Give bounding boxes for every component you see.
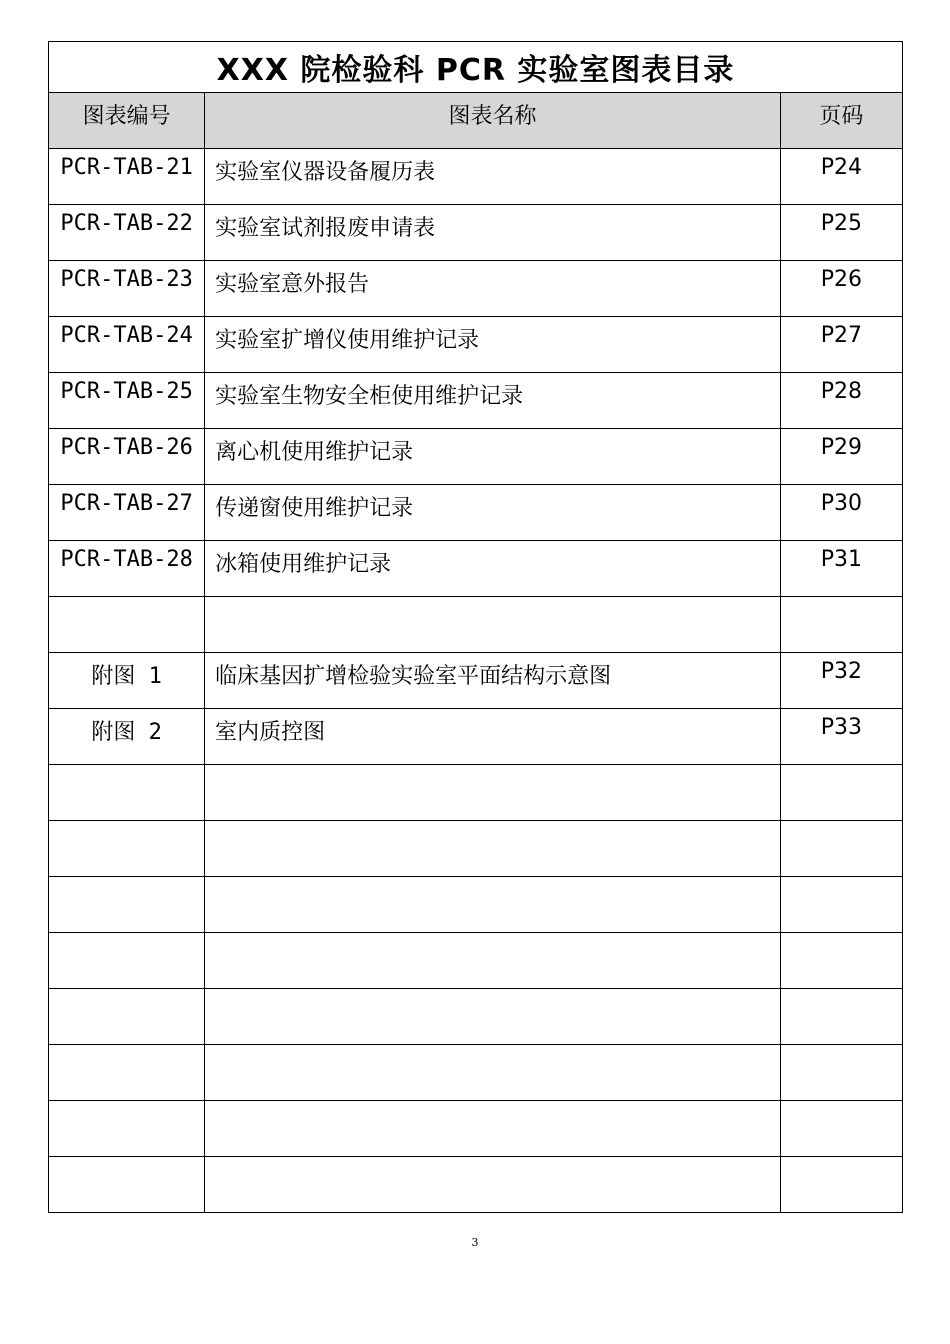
row-name: 实验室仪器设备履历表	[205, 149, 781, 205]
row-name	[205, 765, 781, 821]
row-page	[780, 1101, 902, 1157]
row-page	[780, 1045, 902, 1101]
table-row	[49, 877, 903, 933]
row-name	[205, 877, 781, 933]
table-row	[49, 1157, 903, 1213]
row-code: PCR-TAB-21	[49, 149, 205, 205]
document-title: XXX 院检验科 PCR 实验室图表目录	[49, 42, 903, 93]
table-row	[49, 821, 903, 877]
row-code: 附图 1	[49, 653, 205, 709]
row-code	[49, 989, 205, 1045]
header-page: 页码	[780, 93, 902, 149]
row-name	[205, 1101, 781, 1157]
table-header-row	[49, 93, 903, 149]
toc-table	[48, 41, 903, 1213]
row-code	[49, 765, 205, 821]
table-row	[49, 597, 903, 653]
row-code	[49, 877, 205, 933]
row-page: P24	[780, 149, 902, 205]
table-row	[49, 541, 903, 597]
row-code	[49, 821, 205, 877]
row-page	[780, 821, 902, 877]
table-row	[49, 989, 903, 1045]
row-page	[780, 989, 902, 1045]
row-page	[780, 597, 902, 653]
row-code	[49, 1045, 205, 1101]
table-row	[49, 373, 903, 429]
row-code: PCR-TAB-23	[49, 261, 205, 317]
row-code: PCR-TAB-22	[49, 205, 205, 261]
row-code	[49, 933, 205, 989]
row-code	[49, 1157, 205, 1213]
row-code: PCR-TAB-28	[49, 541, 205, 597]
row-name	[205, 1157, 781, 1213]
row-code: 附图 2	[49, 709, 205, 765]
row-name: 冰箱使用维护记录	[205, 541, 781, 597]
row-code: PCR-TAB-25	[49, 373, 205, 429]
table-row	[49, 1045, 903, 1101]
table-row	[49, 429, 903, 485]
row-page: P30	[780, 485, 902, 541]
row-name: 室内质控图	[205, 709, 781, 765]
row-name	[205, 821, 781, 877]
row-code: PCR-TAB-26	[49, 429, 205, 485]
row-page: P28	[780, 373, 902, 429]
row-page	[780, 1157, 902, 1213]
row-page: P29	[780, 429, 902, 485]
row-page: P25	[780, 205, 902, 261]
row-name: 实验室试剂报废申请表	[205, 205, 781, 261]
table-row	[49, 653, 903, 709]
row-page: P26	[780, 261, 902, 317]
row-name: 实验室扩增仪使用维护记录	[205, 317, 781, 373]
row-name: 传递窗使用维护记录	[205, 485, 781, 541]
row-name: 实验室意外报告	[205, 261, 781, 317]
row-code	[49, 1101, 205, 1157]
table-row	[49, 261, 903, 317]
row-name	[205, 597, 781, 653]
table-row	[49, 149, 903, 205]
row-code	[49, 597, 205, 653]
row-name: 离心机使用维护记录	[205, 429, 781, 485]
table-row	[49, 709, 903, 765]
row-page	[780, 933, 902, 989]
table-row	[49, 205, 903, 261]
row-name	[205, 989, 781, 1045]
row-name	[205, 933, 781, 989]
page-number: 3	[471, 1236, 479, 1249]
row-page	[780, 877, 902, 933]
row-code: PCR-TAB-27	[49, 485, 205, 541]
row-page: P33	[780, 709, 902, 765]
row-page	[780, 765, 902, 821]
header-code: 图表编号	[49, 93, 205, 149]
table-row	[49, 485, 903, 541]
table-row	[49, 317, 903, 373]
row-code: PCR-TAB-24	[49, 317, 205, 373]
table-row	[49, 1101, 903, 1157]
row-page: P32	[780, 653, 902, 709]
row-name: 实验室生物安全柜使用维护记录	[205, 373, 781, 429]
table-row	[49, 765, 903, 821]
table-row	[49, 933, 903, 989]
row-name	[205, 1045, 781, 1101]
row-page: P31	[780, 541, 902, 597]
row-page: P27	[780, 317, 902, 373]
header-name: 图表名称	[205, 93, 781, 149]
row-name: 临床基因扩增检验实验室平面结构示意图	[205, 653, 781, 709]
